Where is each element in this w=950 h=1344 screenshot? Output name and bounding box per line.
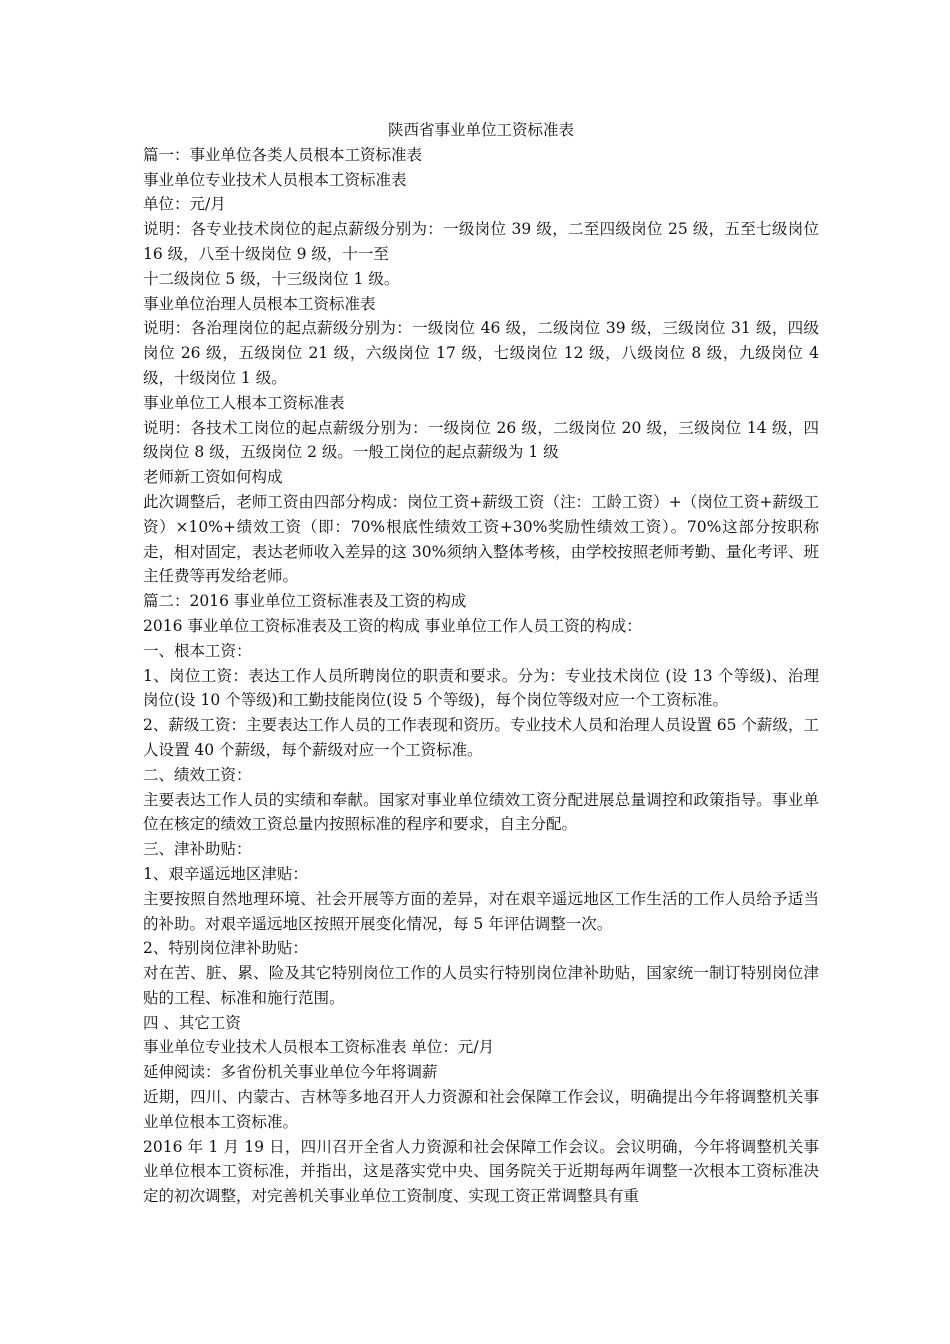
paragraph: 四 、其它工资 (143, 1013, 241, 1032)
paragraph: 老师新工资如何构成 (143, 468, 283, 487)
paragraph: 说明：各专业技术岗位的起点薪级分别为：一级岗位 39 级，二至四级岗位 25 级，五至七级岗位 16 级，八至十级岗位 9 级，十一至 (143, 220, 819, 263)
paragraph: 2、特别岗位津补助贴： (143, 939, 308, 958)
paragraph: 事业单位工人根本工资标准表 (143, 393, 345, 412)
paragraph: 篇一：事业单位各类人员根本工资标准表 (143, 145, 423, 164)
paragraph: 1、岗位工资：表达工作人员所聘岗位的职责和要求。分为：专业技术岗位 (设 13 个等级)、治理岗位(设 10 个等级)和工勤技能岗位(设 5 个等级)，每个岗位等级对应一个工资标准。 (143, 666, 819, 710)
paragraph: 对在苦、脏、累、险及其它特别岗位工作的人员实行特别岗位津补助贴，国家统一制订特别岗位津贴的工程、标准和施行范围。 (143, 964, 819, 1007)
document-title: 陕西省事业单位工资标准表 (387, 121, 574, 139)
paragraph: 一、根本工资： (143, 641, 252, 660)
paragraph: 主要表达工作人员的实绩和奉献。国家对事业单位绩效工资分配进展总量调控和政策指导。事业单位在核定的绩效工资总量内按照标准的程序和要求，自主分配。 (143, 790, 819, 834)
paragraph: 单位：元/月 (143, 195, 226, 214)
paragraph: 说明：各技术工岗位的起点薪级分别为：一级岗位 26 级，二级岗位 20 级，三级岗位 14 级，四级岗位 8 级，五级岗位 2 级。一般工岗位的起点薪级为 1 级 (143, 418, 819, 462)
paragraph: 篇二：2016 事业单位工资标准表及工资的构成 (143, 592, 467, 611)
paragraph: 十二级岗位 5 级，十三级岗位 1 级。 (143, 269, 400, 288)
paragraph: 1、艰辛遥远地区津贴： (143, 864, 308, 883)
paragraph: 近期，四川、内蒙古、吉林等多地召开人力资源和社会保障工作会议，明确提出今年将调整机关事业单位根本工资标准。 (143, 1088, 819, 1131)
paragraph: 此次调整后，老师工资由四部分构成：岗位工资+薪级工资（注：工龄工资）+（岗位工资+薪级工资）×10%+绩效工资（即：70%根底性绩效工资+30%奖励性绩效工资）。70%这部分按职称走，相对固定，表达老师收入差异的这 30%须纳入整体考核，由学校按照老师考勤、量化考评、班主任费等再发给老师。 (143, 492, 819, 586)
paragraph: 2016 年 1 月 19 日，四川召开全省人力资源和社会保障工作会议。会议明确，今年将调整机关事业单位根本工资标准，并指出，这是落实党中央、国务院关于近期每两年调整一次根本工资标准决定的初次调整，对完善机关事业单位工资制度、实现工资正常调整具有重 (143, 1137, 819, 1206)
paragraph: 2016 事业单位工资标准表及工资的构成 事业单位工作人员工资的构成： (143, 616, 642, 635)
document-body (143, 143, 819, 1209)
paragraph: 说明：各治理岗位的起点薪级分别为：一级岗位 46 级，二级岗位 39 级，三级岗位 31 级，四级岗位 26 级，五级岗位 21 级，六级岗位 17 级，七级岗位 12 级，八级岗位 8 级，九级岗位 4 级，十级岗位 1 级。 (143, 319, 819, 387)
paragraph: 事业单位专业技术人员根本工资标准表 (143, 170, 407, 189)
paragraph: 主要按照自然地理环境、社会开展等方面的差异，对在艰辛遥远地区工作生活的工作人员给予适当的补助。对艰辛遥远地区按照开展变化情况，每 5 年评估调整一次。 (143, 889, 819, 933)
document-page (143, 118, 819, 1209)
paragraph: 事业单位专业技术人员根本工资标准表 单位：元/月 (143, 1038, 495, 1057)
paragraph: 延伸阅读：多省份机关事业单位今年将调薪 (143, 1063, 438, 1082)
paragraph: 三、津补助贴： (143, 840, 252, 859)
paragraph: 事业单位治理人员根本工资标准表 (143, 294, 376, 313)
paragraph: 二、绩效工资： (143, 765, 252, 784)
paragraph: 2、薪级工资：主要表达工作人员的工作表现和资历。专业技术人员和治理人员设置 65 个薪级，工人设置 40 个薪级，每个薪级对应一个工资标准。 (143, 716, 819, 759)
